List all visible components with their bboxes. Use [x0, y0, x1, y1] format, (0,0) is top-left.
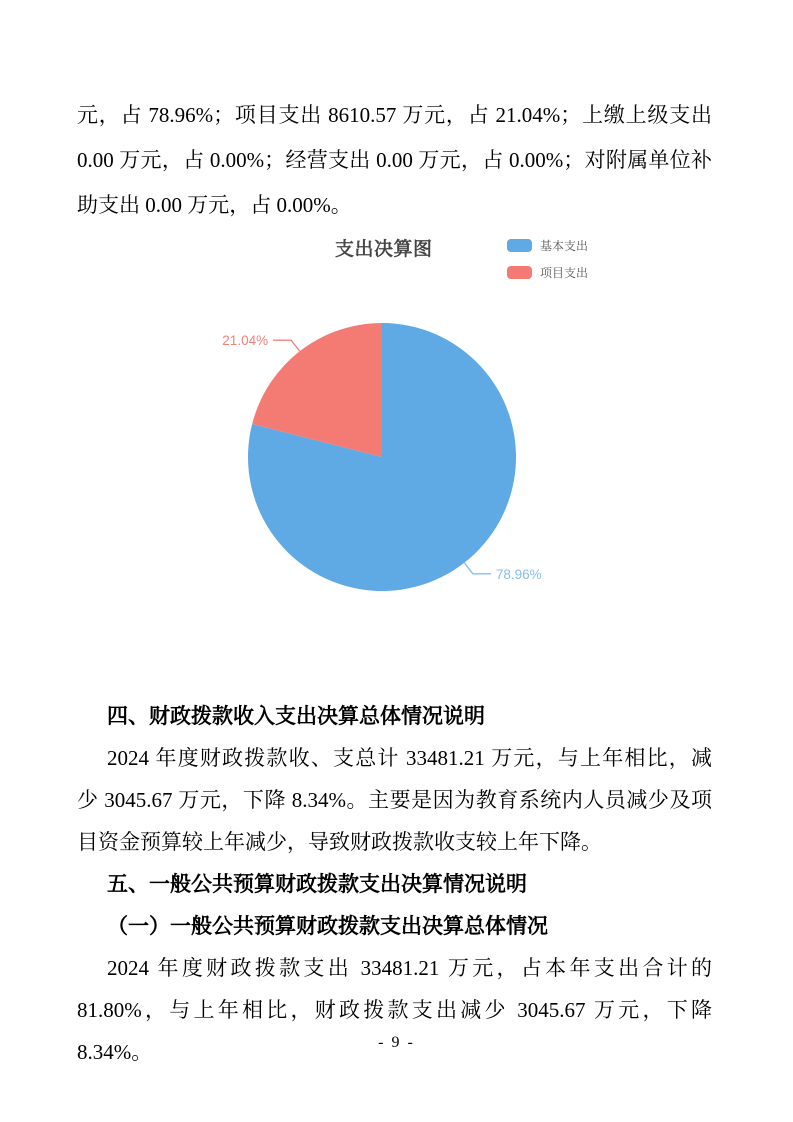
pie-label-line-1	[273, 340, 300, 351]
section-heading-4: 四、财政拨款收入支出决算总体情况说明	[107, 704, 485, 728]
page-number: - 9 -	[378, 1034, 415, 1051]
pie-label-1: 21.04%	[222, 333, 269, 349]
text-line: 元，占 78.96%；项目支出 8610.57 万元，占 21.04%；上缴上级支出	[77, 103, 712, 127]
legend-label-project: 项目支出	[540, 266, 589, 280]
legend-label-basic: 基本支出	[540, 239, 589, 253]
section-5-1-paragraph	[77, 947, 712, 1073]
text-line: 2024 年度财政拨款收、支总计 33481.21 万元，与上年相比，减	[107, 746, 712, 770]
pie-label-line-0	[464, 563, 491, 574]
intro-paragraph	[77, 93, 712, 228]
text-line: 0.00 万元，占 0.00%；经营支出 0.00 万元，占 0.00%；对附属单位补	[77, 148, 712, 172]
chart-title: 支出决算图	[335, 239, 433, 260]
expenditure-pie-chart	[0, 228, 793, 683]
section-heading-5-1: （一）一般公共预算财政拨款支出决算总体情况	[107, 914, 548, 938]
pie-label-0: 78.96%	[495, 566, 542, 582]
text-line: 2024 年度财政拨款支出 33481.21 万元，占本年支出合计的	[107, 956, 712, 980]
pie-chart-svg	[0, 228, 793, 683]
section-4-paragraph	[77, 737, 712, 863]
text-line: 少 3045.67 万元，下降 8.34%。主要是因为教育系统内人员减少及项	[77, 788, 712, 812]
text-line: 81.80%，与上年相比，财政拨款支出减少 3045.67 万元，下降 8.34%。	[77, 998, 712, 1064]
text-line: 目资金预算较上年减少，导致财政拨款收支较上年下降。	[77, 830, 602, 854]
section-heading-5: 五、一般公共预算财政拨款支出决算情况说明	[107, 872, 527, 896]
text-line: 助支出 0.00 万元，占 0.00%。	[77, 193, 352, 217]
